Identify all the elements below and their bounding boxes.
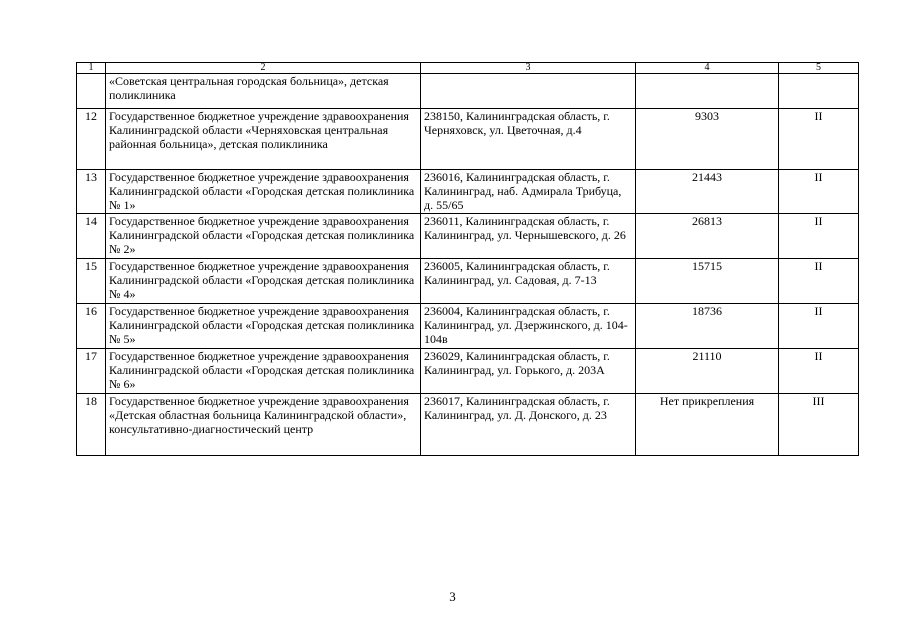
category <box>779 74 859 109</box>
column-number: 1 <box>77 63 106 74</box>
attached-count: 15715 <box>636 259 779 304</box>
category: III <box>779 394 859 456</box>
category: II <box>779 214 859 259</box>
institution-name: Государственное бюджетное учреждение здравоохранения Калининградской области «Городская детская поликлиника № 4» <box>106 259 421 304</box>
attached-count: 18736 <box>636 304 779 349</box>
category: II <box>779 304 859 349</box>
institution-address <box>421 74 636 109</box>
column-number: 3 <box>421 63 636 74</box>
row-number: 17 <box>77 349 106 394</box>
table-row <box>77 259 859 304</box>
institution-address: 236029, Калининградская область, г. Калининград, ул. Горького, д. 203А <box>421 349 636 394</box>
institution-name: Государственное бюджетное учреждение здравоохранения Калининградской области «Городская детская поликлиника № 6» <box>106 349 421 394</box>
row-number: 15 <box>77 259 106 304</box>
institution-address: 238150, Калининградская область, г. Черняховск, ул. Цветочная, д.4 <box>421 109 636 170</box>
institution-name: Государственное бюджетное учреждение здравоохранения «Детская областная больница Калининградской области», консультативно-диагностический центр <box>106 394 421 456</box>
table-row <box>77 394 859 456</box>
attached-count <box>636 74 779 109</box>
attached-count: Нет прикрепления <box>636 394 779 456</box>
row-number: 12 <box>77 109 106 170</box>
attached-count: 9303 <box>636 109 779 170</box>
table-row <box>77 214 859 259</box>
row-number <box>77 74 106 109</box>
table-row <box>77 170 859 214</box>
table-row <box>77 349 859 394</box>
category: II <box>779 109 859 170</box>
row-number: 18 <box>77 394 106 456</box>
column-number: 2 <box>106 63 421 74</box>
attached-count: 21110 <box>636 349 779 394</box>
category: II <box>779 349 859 394</box>
table-row <box>77 109 859 170</box>
column-number: 5 <box>779 63 859 74</box>
institution-name: Государственное бюджетное учреждение здравоохранения Калининградской области «Городская детская поликлиника № 1» <box>106 170 421 214</box>
row-number: 14 <box>77 214 106 259</box>
page-number: 3 <box>449 589 456 604</box>
registry-table <box>76 62 859 456</box>
table-row <box>77 74 859 109</box>
institution-name: Государственное бюджетное учреждение здравоохранения Калининградской области «Городская детская поликлиника № 2» <box>106 214 421 259</box>
category: II <box>779 170 859 214</box>
institution-address: 236016, Калининградская область, г. Калининград, наб. Адмирала Трибуца, д. 55/65 <box>421 170 636 214</box>
institution-address: 236017, Калининградская область, г. Калининград, ул. Д. Донского, д. 23 <box>421 394 636 456</box>
institution-name: Государственное бюджетное учреждение здравоохранения Калининградской области «Городская детская поликлиника № 5» <box>106 304 421 349</box>
attached-count: 26813 <box>636 214 779 259</box>
institution-name: Государственное бюджетное учреждение здравоохранения Калининградской области «Черняховская центральная районная больница», детская поликлиника <box>106 109 421 170</box>
column-number: 4 <box>636 63 779 74</box>
institution-address: 236004, Калининградская область, г. Калининград, ул. Дзержинского, д. 104-104в <box>421 304 636 349</box>
attached-count: 21443 <box>636 170 779 214</box>
category: II <box>779 259 859 304</box>
institution-address: 236011, Калининградская область, г. Калининград, ул. Чернышевского, д. 26 <box>421 214 636 259</box>
institution-address: 236005, Калининградская область, г. Калининград, ул. Садовая, д. 7-13 <box>421 259 636 304</box>
institution-name: «Советская центральная городская больница», детская поликлиника <box>106 74 421 109</box>
row-number: 16 <box>77 304 106 349</box>
row-number: 13 <box>77 170 106 214</box>
column-number-row <box>77 63 859 74</box>
table-row <box>77 304 859 349</box>
